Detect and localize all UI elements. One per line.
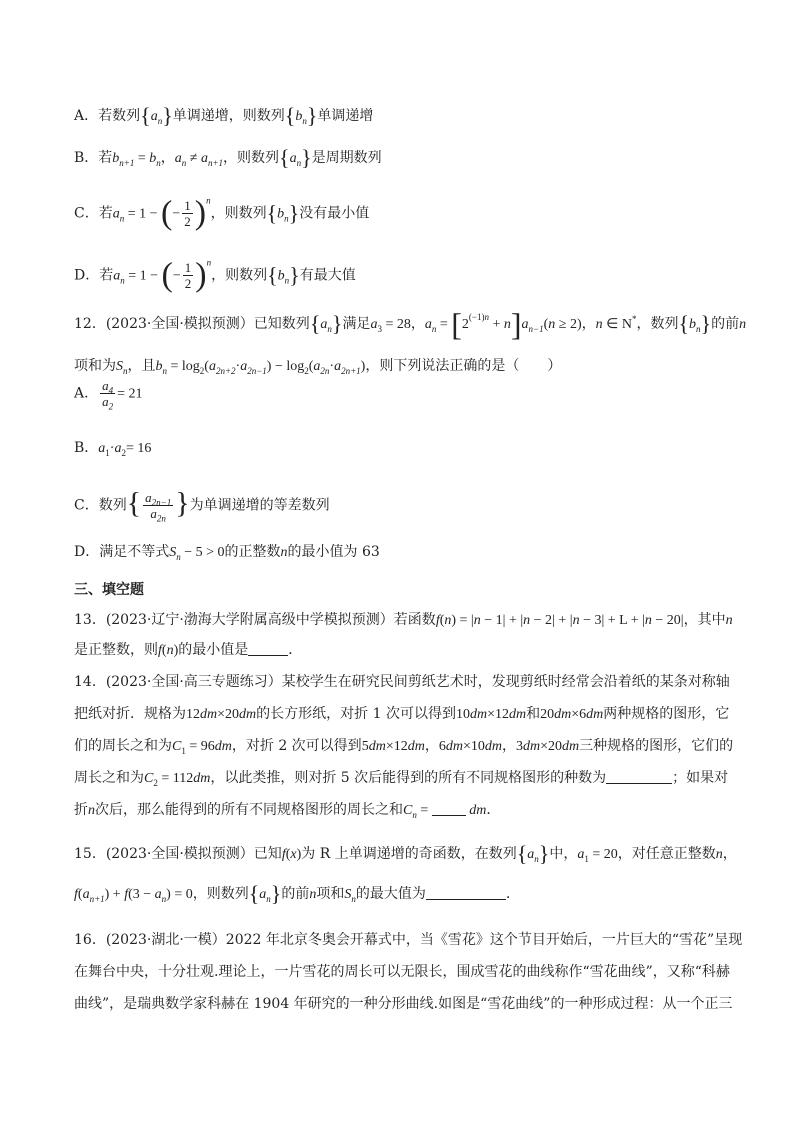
q13-line2: 是正整数，则f(n)的最小值是 ． (74, 642, 303, 658)
q16-line2: 在舞台中央，十分壮观.理论上，一片雪花的周长可以无限长，围成雪花的曲线称作“雪花曲线”，又称“科赫 (74, 964, 730, 980)
q16-line1: 16．(2023·湖北·一模）2022 年北京冬奥会开幕式中，当《雪花》这个节目开始后，一片巨大的“雪花”呈现 (74, 932, 743, 948)
answer-blank[interactable] (426, 885, 506, 900)
q12-stem-line2: 项和为$S_n$，且$b_n = \log_2(a_{2n+2}\cdot a_{2n-1}) - \log_2(a_{2n}\cdot a_{2n+1})$，则下列说法正确的是（ ） (74, 358, 562, 376)
q12-stem-line1: 12．(2023·全国·模拟预测）已知数列$\{a_n\}$满足$a_3 = 28$，$a_n = [2^{(-1)n} + n]a_{n-1}(n \ge 2)$，n ∈ N*，数列$\{b_n\}$的前n (74, 306, 747, 342)
q13-line1: 13．(2023·辽宁·渤海大学附属高级中学模拟预测）若函数f(n) = |n − 1| + |n − 2| + |n − 3| + L + |n − 20|，其中n (74, 612, 733, 628)
q12-option-a-row: A． $\frac{a_4}{a_2}$ = 21 (74, 378, 143, 412)
answer-blank[interactable] (606, 769, 672, 784)
q12-option-d: D．满足不等式$S_n - 5 > 0$的正整数n的最小值为 63 (74, 544, 380, 562)
q11-option-d: D．若$a_n = 1$ − (− $\frac{1}{2}$ )$^n$，则数列$\{b_n\}$有最大值 (74, 256, 356, 294)
section-title: 三、填空题 (74, 582, 144, 598)
q12-option-b: B．$a_1\cdot a_2= 16$ (74, 440, 152, 458)
q14-line1: 14．(2023·全国·高三专题练习）某校学生在研究民间剪纸艺术时，发现剪纸时经常会沿着纸的某条对称轴 (74, 674, 730, 690)
answer-blank[interactable] (432, 801, 466, 816)
q14-line3: 们的周长之和为$C_1 = 96dm$，对折 2 次可以得到5dm×12dm，6dm×10dm，3dm×20dm三种规格的图形，它们的 (74, 738, 734, 756)
q15-line1: 15．(2023·全国·模拟预测）已知f(x)为 R 上单调递增的奇函数，在数列$\{a_n\}$中，$a_1 = 20$，对任意正整数n， (74, 841, 737, 866)
q14-line2: 把纸对折．规格为12dm×20dm的长方形纸，对折 1 次可以得到10dm×12dm和20dm×6dm两种规格的图形，它 (74, 706, 730, 722)
q14-line4: 周长之和为$C_2 = 112dm$，以此类推，则对折 5 次后能得到的所有不同规格图形的种数为 ；如果对 (74, 770, 729, 788)
q11-option-a: A．若数列$\{a_n\}$单调递增，则数列$\{b_n\}$单调递增 (74, 103, 374, 128)
q15-line2: $f(a_{n+1}) + f(3 - a_n) = 0$，则数列$\{a_n\}$的前n项和$S_n$的最大值为 . (74, 881, 511, 906)
q11-option-b: B．若$b_{n+1} = b_n$，$a_n \ne a_{n+1}$，则数列$\{a_n\}$是周期数列 (74, 145, 382, 170)
q16-line3: 曲线”，是瑞典数学家科赫在 1904 年研究的一种分形曲线.如图是“雪花曲线”的一种形成过程：从一个正三 (74, 996, 733, 1012)
q12-option-c: C．数列{ $\frac{a_{2n-1}}{a_{2n}}$ }为单调递增的等差数列 (74, 486, 330, 524)
answer-blank[interactable] (248, 641, 288, 656)
q11-option-c: C．若$a_n = 1$ − (− $\frac{1}{2}$ )$^n$，则数列$\{b_n\}$没有最小值 (74, 194, 370, 232)
q14-line5: 折n次后，那么能得到的所有不同规格图形的周长之和$C_n$ = dm． (74, 802, 501, 820)
